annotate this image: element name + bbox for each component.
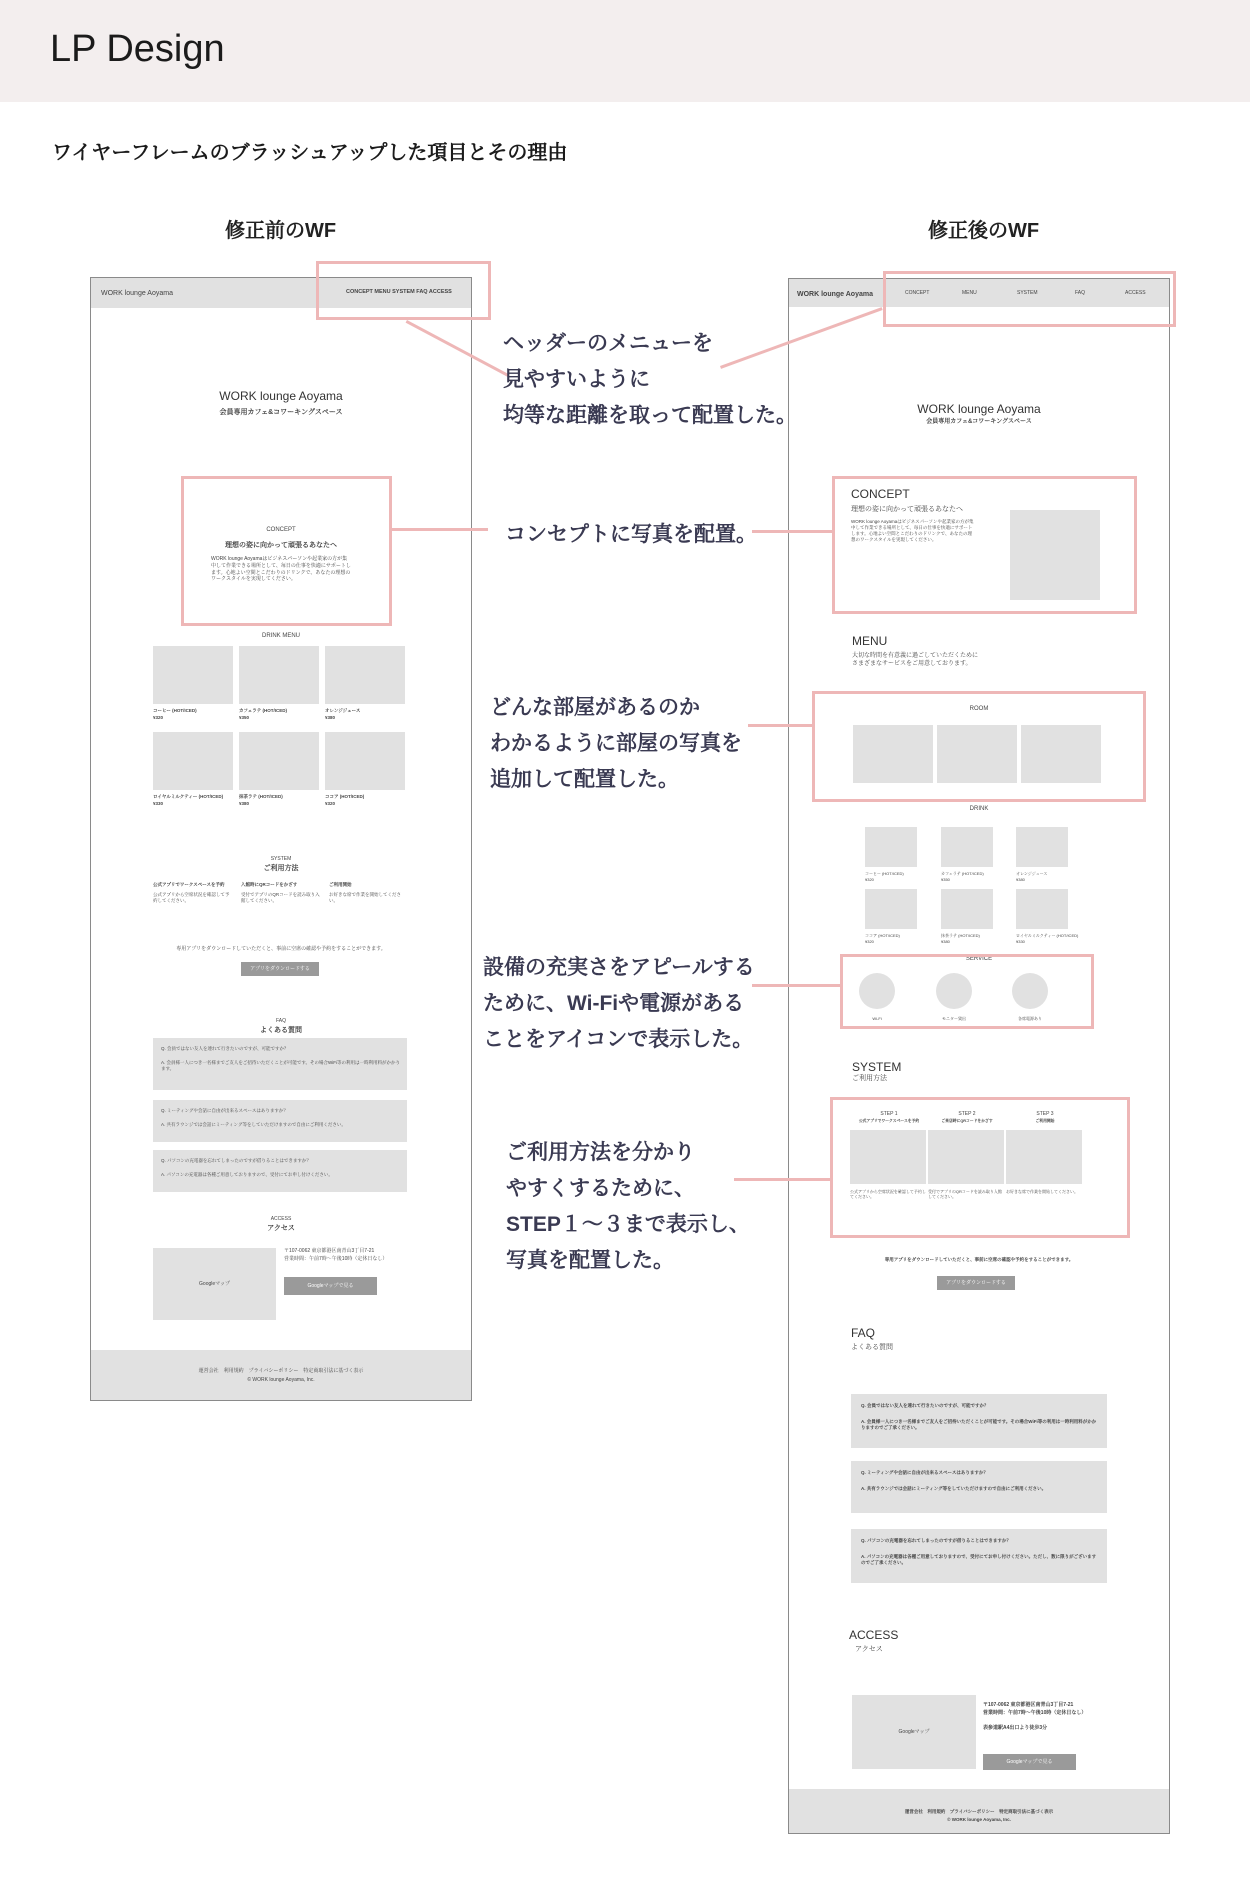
before-drink-name: ロイヤルミルクティー (HOT/ICED) [153,794,224,799]
connector-line [748,724,814,727]
before-drink-price: ¥380 [239,801,250,806]
after-faq-item[interactable] [851,1529,1107,1583]
after-drink-photo [941,889,993,929]
after-concept-body: WORK lounge Aoyamaはビジネスパーソンや起業家の方が集中して作業できる場所として、毎日の仕事を快適にサポートします。心地よい空間とこだわりのドリンクで、あなたの理想のワークスタイルを実現してください。 [851,519,974,543]
before-drink-price: ¥350 [239,715,250,720]
note-room-photos: どんな部屋があるのか わかるように部屋の写真を 追加して配置した。 [490,696,742,791]
after-drink-photo [865,889,917,929]
page-title: LP Design [50,28,225,70]
after-faq-sub: よくある質問 [851,1344,893,1351]
before-faq-question: Q. ミーティングや会話に自由が出来るスペースはありますか？ [161,1108,288,1113]
after-faq-answer: A. 会員様一人につき一名様までご友人をご招待いただくことが可能です。その場合WiFi等の利用は一時利用料がかかりますのでご了承ください。 [861,1419,1097,1431]
after-step-title: ご利用開始 [1035,1119,1055,1123]
after-system-sub: ご利用方法 [852,1075,887,1082]
after-drink-price: ¥380 [1016,877,1025,882]
before-drink-photo [325,732,405,790]
before-faq-item[interactable] [153,1150,407,1192]
after-nav-item-menu[interactable]: MENU [962,290,977,296]
after-brand: WORK lounge Aoyama [797,291,873,298]
before-system-label: SYSTEM [270,856,292,862]
after-drink-photo [1016,889,1068,929]
before-faq-heading: よくある質問 [260,1027,302,1034]
after-step-body: 公式アプリから空席状況を確認して予約してください。 [850,1189,926,1200]
before-nav: CONCEPT MENU SYSTEM FAQ ACCESS [346,289,452,295]
after-drink-name: コーヒー (HOT/ICED) [865,871,904,876]
note-steps: ご利用方法を分かり やすくするために、 STEP１〜３まで表示し、 写真を配置した。 [506,1141,750,1272]
before-map-button[interactable] [284,1277,377,1295]
after-step-number: STEP 2 [958,1111,976,1117]
before-drink-photo [239,732,319,790]
before-system-col-body: お好きな席で作業を開始してください。 [329,892,401,904]
before-copyright: © WORK lounge Aoyama, Inc. [247,1377,315,1383]
after-map-button[interactable] [983,1754,1076,1770]
before-drink-name: 抹茶ラテ (HOT/ICED) [239,794,283,799]
after-drink-name: オレンジジュース [1016,871,1048,876]
after-nav-item-concept[interactable]: CONCEPT [905,290,930,296]
before-heading: 修正前のWF [225,220,337,242]
after-faq-question: Q. ミーティングや会話に自由が出来るスペースはありますか？ [861,1470,988,1475]
after-drink-price: ¥380 [941,939,950,944]
before-concept-body: WORK lounge Aoyamaはビジネスパーソンや起業家の方が集中して作業できる場所として、毎日の仕事を快適にサポートします。心地よい空間とこだわりのドリンクで、あなたの理想のワークスタイルを実現してください。 [211,556,351,583]
after-app-button[interactable] [937,1276,1015,1290]
after-nav-item-faq[interactable]: FAQ [1075,290,1086,296]
after-drink-price: ¥320 [865,877,874,882]
before-concept-heading: 理想の姿に向かって頑張るあなたへ [225,542,337,549]
before-map-label: Googleマップ [199,1281,230,1287]
after-system-label: SYSTEM [852,1060,902,1074]
note-service-icons: 設備の充実さをアピールする ために、Wi-Fiや電源がある ことをアイコンで表示した。 [483,956,755,1051]
highlight-after-nav [883,271,1176,327]
after-footer-links[interactable]: 運営会社 利用規約 プライバシーポリシー 特定商取引法に基づく表示 [904,1809,1054,1814]
before-drink-name: コーヒー (HOT/ICED) [153,708,197,713]
after-hours: 営業時間：午前7時〜午後10時（定休日なし） [983,1710,1087,1716]
before-system-col-title: 公式アプリでワークスペースを予約 [153,882,225,887]
before-drink-name: ココア (HOT/ICED) [325,794,365,799]
before-faq-question: Q. パソコンの充電器を忘れてしまったのですが借りることはできますか？ [161,1158,311,1163]
after-faq-question: Q. 会員ではない友人を連れて行きたいのですが、可能ですか？ [861,1403,989,1408]
note-concept-photo: コンセプトに写真を配置。 [505,523,757,546]
before-concept-label: CONCEPT [266,527,296,533]
before-wireframe [90,277,472,1401]
after-faq-label: FAQ [851,1326,876,1340]
after-concept-label: CONCEPT [851,487,910,501]
after-nav-item-access[interactable]: ACCESS [1125,290,1146,296]
after-drink-name: 抹茶ラテ (HOT/ICED) [941,933,980,938]
highlight-before-concept [181,476,392,626]
after-faq-question: Q. パソコンの充電器を忘れてしまったのですが借りることはできますか？ [861,1538,1011,1543]
after-access-sub: アクセス [855,1646,883,1653]
before-brand: WORK lounge Aoyama [101,290,173,297]
after-drink-name: ロイヤルミルクティー (HOT/ICED) [1016,933,1079,938]
after-step-number: STEP 1 [880,1111,898,1117]
before-system-heading: ご利用方法 [263,865,299,872]
after-map[interactable] [852,1695,976,1769]
after-drink-photo [865,827,917,867]
after-station: 表参道駅A4出口より徒歩3分 [983,1725,1048,1731]
after-drink-price: ¥320 [865,939,874,944]
before-drink-photo [153,732,233,790]
after-concept-heading: 理想の姿に向かって頑張るあなたへ [851,506,963,513]
after-map-label: Googleマップ [898,1729,930,1735]
after-drink-name: ココア (HOT/ICED) [865,933,900,938]
after-faq-item[interactable] [851,1461,1107,1513]
before-access-heading: アクセス [267,1225,295,1232]
before-faq-label: FAQ [275,1018,286,1024]
after-app-button-label: アプリをダウンロードする [946,1280,1006,1286]
after-drink-price: ¥330 [1016,939,1025,944]
before-faq-answer: A. パソコンの充電器は各種ご用意しておりますので、受付にてお申し付けください。 [161,1172,333,1177]
after-drink-price: ¥350 [941,877,950,882]
before-drink-price: ¥320 [153,715,164,720]
highlight-after-steps [830,1097,1130,1238]
after-step-number: STEP 3 [1036,1111,1054,1117]
after-step-title: ご来店時にQRコードをかざす [941,1119,993,1123]
after-step-body: 受付でアプリのQRコードを読み取り入館してください。 [928,1189,1002,1200]
note-header-menu: ヘッダーのメニューを 見やすいように 均等な距離を取って配置した。 [503,332,797,427]
after-service-label: Wi-Fi [872,1016,882,1021]
after-access-label: ACCESS [849,1628,899,1642]
after-faq-item[interactable] [851,1394,1107,1448]
after-drink-photo [1016,827,1068,867]
before-system-note: 専用アプリをダウンロードしていただくと、事前に空席の確認や予約をすることができます。 [176,946,386,952]
after-copyright: © WORK lounge Aoyama, Inc. [947,1817,1011,1822]
after-step-title: 公式アプリでワークスペースを予約 [858,1119,920,1123]
after-hero-sub: 会員専用カフェ&コワーキングスペース [926,419,1032,425]
before-drink-photo [325,646,405,704]
before-system-col-body: 受付でアプリのQRコードを読み取り入館してください。 [241,892,320,904]
before-footer-links[interactable]: 運営会社 利用規約 プライバシーポリシー 特定商取引法に基づく表示 [198,1368,364,1374]
connector-line [752,530,834,533]
after-service-label: モニター貸出 [942,1016,966,1021]
before-faq-answer: A. 会員様一人につき一名様までご友人をご招待いただくことが可能です。その場合WiFi等の利用は一時利用料がかかります。 [161,1060,401,1072]
highlight-after-concept [832,476,1137,614]
before-drink-name: オレンジジュース [325,708,361,713]
after-drink-photo [941,827,993,867]
after-hero-title: WORK lounge Aoyama [917,402,1041,416]
after-menu-label: MENU [852,634,888,648]
before-address: 〒107-0062 東京都港区南青山3丁目7-21 [284,1248,375,1254]
after-faq-answer: A. 共有ラウンジでは会話にミーティング等をしていただけますので自由にご利用ください。 [861,1486,1047,1491]
after-drink-label: DRINK [969,806,989,812]
before-app-button[interactable] [241,962,319,976]
connector-line [752,984,842,987]
after-drink-name: カフェラテ (HOT/ICED) [941,871,984,876]
before-drink-price: ¥330 [153,801,164,806]
before-drink-name: カフェラテ (HOT/ICED) [239,708,288,713]
before-faq-item[interactable] [153,1038,407,1090]
after-map-button-label: Googleマップで見る [1006,1759,1053,1765]
before-system-col-title: ご利用開始 [329,882,352,887]
after-address: 〒107-0062 東京都港区南青山3丁目7-21 [983,1702,1074,1708]
before-access-label: ACCESS [270,1216,292,1222]
highlight-before-nav [316,261,491,320]
before-drink-label: DRINK MENU [261,633,300,639]
before-system-col-title: 入館時にQRコードをかざす [241,882,298,887]
connector-line [392,528,488,531]
highlight-after-service [840,954,1094,1029]
after-service-label: SERVICE [965,956,993,962]
before-drink-photo [239,646,319,704]
after-menu-body: 大切な時間を有意義に過ごしていただくために さまざまなサービスをご用意しております。 [852,653,979,668]
before-hero-sub: 会員専用カフェ&コワーキングスペース [219,409,343,416]
subtitle: ワイヤーフレームのブラッシュアップした項目とその理由 [52,142,568,164]
after-service-label: 各席電源あり [1018,1016,1042,1021]
before-drink-photo [153,646,233,704]
after-system-note: 専用アプリをダウンロードしていただくと、事前に空席の確認や予約をすることができます。 [884,1257,1074,1262]
before-faq-answer: A. 共有ラウンジでは会話にミーティング等をしていただけますので自由にご利用ください。 [161,1122,346,1127]
before-system-col-body: 公式アプリから空席状況を確認して予約してください。 [153,892,230,904]
before-hours: 営業時間：午前7時〜午後10時（定休日なし） [284,1256,388,1262]
after-room-label: ROOM [969,706,989,712]
before-drink-price: ¥380 [325,715,336,720]
after-heading: 修正後のWF [928,220,1040,242]
before-faq-item[interactable] [153,1100,407,1142]
after-nav-item-system[interactable]: SYSTEM [1017,290,1038,296]
before-drink-price: ¥320 [325,801,336,806]
before-app-button-label: アプリをダウンロードする [250,966,310,972]
before-footer [91,1350,471,1401]
after-step-body: お好きな席で作業を開始してください。 [1006,1189,1078,1194]
before-hero-title: WORK lounge Aoyama [219,389,343,403]
highlight-after-room [812,691,1146,802]
before-map[interactable] [153,1248,276,1320]
before-map-button-label: Googleマップで見る [307,1283,354,1289]
after-faq-answer: A. パソコンの充電器は各種ご用意しておりますので、受付にてお申し付けください。ただし、数に限りがございますのでご了承ください。 [861,1554,1097,1566]
before-faq-question: Q. 会員ではない友人を連れて行きたいのですが、可能ですか？ [161,1046,289,1051]
